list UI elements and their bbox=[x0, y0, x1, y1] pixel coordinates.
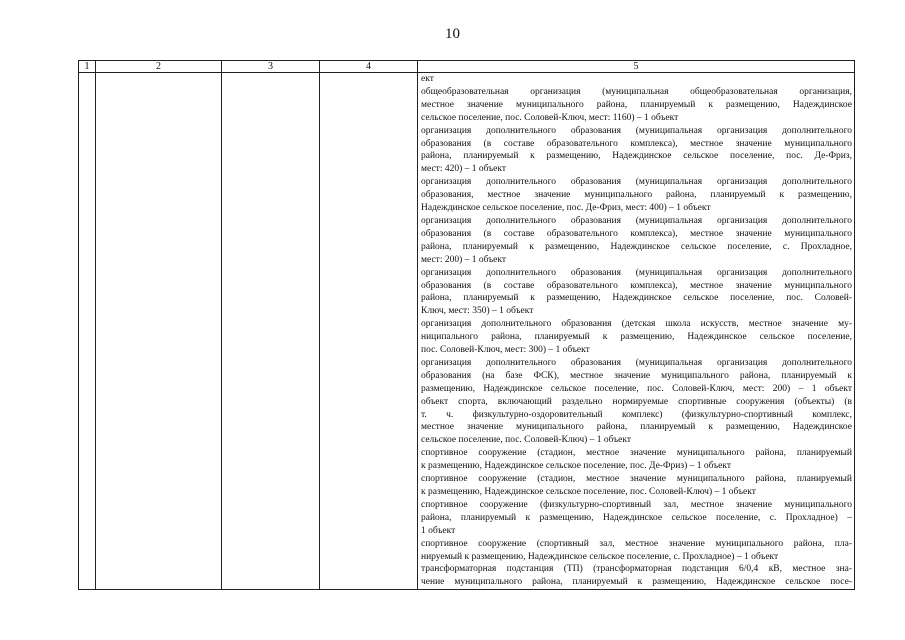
text-line: к размещению, Надеждинское сельское поселение, пос. Де-Фриз) – 1 объект bbox=[421, 461, 732, 472]
text-line: образования (на базе ФСК), местное значение муниципального района, планируемый к bbox=[421, 370, 852, 381]
text-line: организация дополнительного образования (муниципальная организация дополнительного bbox=[421, 125, 852, 136]
cell-col-1 bbox=[79, 73, 96, 590]
text-line: района, планируемый к размещению, Надеждинское сельское поселение, пос. Соловей- bbox=[421, 293, 852, 304]
text-line: образования (в составе образовательного комплекса), местное значение муниципального bbox=[421, 280, 852, 291]
cell-col-2 bbox=[96, 73, 222, 590]
text-line: к размещению, Надеждинское сельское поселение, пос. Соловей-Ключ) – 1 объект bbox=[421, 487, 756, 497]
text-line: ниципального района, планируемый к размещению, Надеждинское сельское поселение, bbox=[421, 332, 852, 343]
page-number: 10 bbox=[445, 26, 460, 42]
text-line: ект bbox=[421, 74, 434, 84]
cell-col-4 bbox=[320, 73, 418, 590]
text-line: 1 объект bbox=[421, 525, 456, 536]
text-line: мест: 200) – 1 объект bbox=[421, 254, 507, 265]
text-line: спортивное сооружение (стадион, местное значение муниципального района, планируемый bbox=[421, 448, 852, 459]
text-line: организация дополнительного образования (муниципальная организация дополнительного bbox=[421, 267, 852, 278]
text-line: организация дополнительного образования (муниципальная организация дополнительного bbox=[421, 177, 852, 188]
text-line: сельское поселение, пос. Соловей-Ключ, мест: 1160) – 1 объект bbox=[421, 112, 679, 123]
text-line: образования (в составе образовательного комплекса), местное значение муниципального bbox=[421, 228, 852, 239]
text-line: мест: 420) – 1 объект bbox=[421, 164, 507, 175]
cell-col-5 bbox=[418, 73, 855, 590]
text-line: пос. Соловей-Ключ, мест: 300) – 1 объект bbox=[421, 345, 590, 356]
column-header-2: 2 bbox=[96, 61, 222, 73]
column-header-5: 5 bbox=[418, 61, 855, 73]
text-line: района, планируемый к размещению, Надеждинское сельское поселение, с. Прохладное, bbox=[421, 241, 852, 252]
table-row bbox=[79, 73, 855, 590]
text-line: Ключ, мест: 350) – 1 объект bbox=[421, 306, 534, 317]
text-line: Надеждинское сельское поселение, пос. Де-Фриз, мест: 400) – 1 объект bbox=[421, 203, 711, 214]
column-header-1: 1 bbox=[79, 61, 96, 73]
text-line: образования (в составе образовательного комплекса), местное значение муниципального bbox=[421, 138, 852, 149]
text-line: спортивное сооружение (физкультурно-спортивный зал, местное значение муниципального bbox=[421, 499, 852, 510]
cell-col-3 bbox=[222, 73, 320, 590]
text-line: местное значение муниципального района, планируемый к размещению, Надеждинское bbox=[421, 99, 852, 110]
text-line: чение муниципального района, планируемый к размещению, Надеждинское сельское посе- bbox=[421, 577, 852, 588]
column-header-4: 4 bbox=[320, 61, 418, 73]
text-line: организация дополнительного образования (детская школа искусств, местное значение му- bbox=[421, 319, 852, 330]
header-row bbox=[79, 61, 855, 73]
text-line: т. ч. физкультурно-оздоровительный комплекс) (физкультурно-спортивный комплекс, bbox=[421, 409, 852, 420]
column-header-3: 3 bbox=[222, 61, 320, 73]
text-line: объект спорта, включающий раздельно нормируемые спортивные сооружения (объекты) (в bbox=[421, 396, 852, 407]
text-line: организация дополнительного образования (муниципальная организация дополнительного bbox=[421, 215, 852, 226]
text-line: местное значение муниципального района, планируемый к размещению, Надеждинское bbox=[421, 422, 852, 433]
text-line: района, планируемый к размещению, Надеждинское сельское поселение, пос. Де-Фриз, bbox=[421, 151, 852, 162]
cell-col-5-text bbox=[418, 73, 854, 589]
text-line: сельское поселение, пос. Соловей-Ключ) – 1 объект bbox=[421, 435, 632, 446]
text-line: общеобразовательная организация (муниципальная общеобразовательная организация, bbox=[421, 86, 852, 97]
text-line: трансформаторная подстанция (ТП) (трансформаторная подстанция 6/0,4 кВ, местное зна- bbox=[421, 564, 852, 575]
text-line: организация дополнительного образования (муниципальная организация дополнительного bbox=[421, 357, 852, 368]
text-line: нируемый к размещению, Надеждинское сельское поселение, с. Прохладное) – 1 объект bbox=[421, 551, 779, 562]
text-line: спортивное сооружение (стадион, местное значение муниципального района, планируемый bbox=[421, 474, 852, 485]
text-line: спортивное сооружение (спортивный зал, местное значение муниципального района, пла- bbox=[421, 538, 852, 549]
document-table bbox=[78, 60, 855, 590]
text-line: образования, местное значение муниципального района, планируемый к размещению, bbox=[421, 190, 852, 201]
text-line: размещению, Надеждинское сельское поселение, пос. Соловей-Ключ, мест: 200) – 1 объект bbox=[421, 383, 852, 394]
text-line: района, планируемый к размещению, Надеждинское сельское поселение, с. Прохладное) – bbox=[421, 512, 852, 523]
